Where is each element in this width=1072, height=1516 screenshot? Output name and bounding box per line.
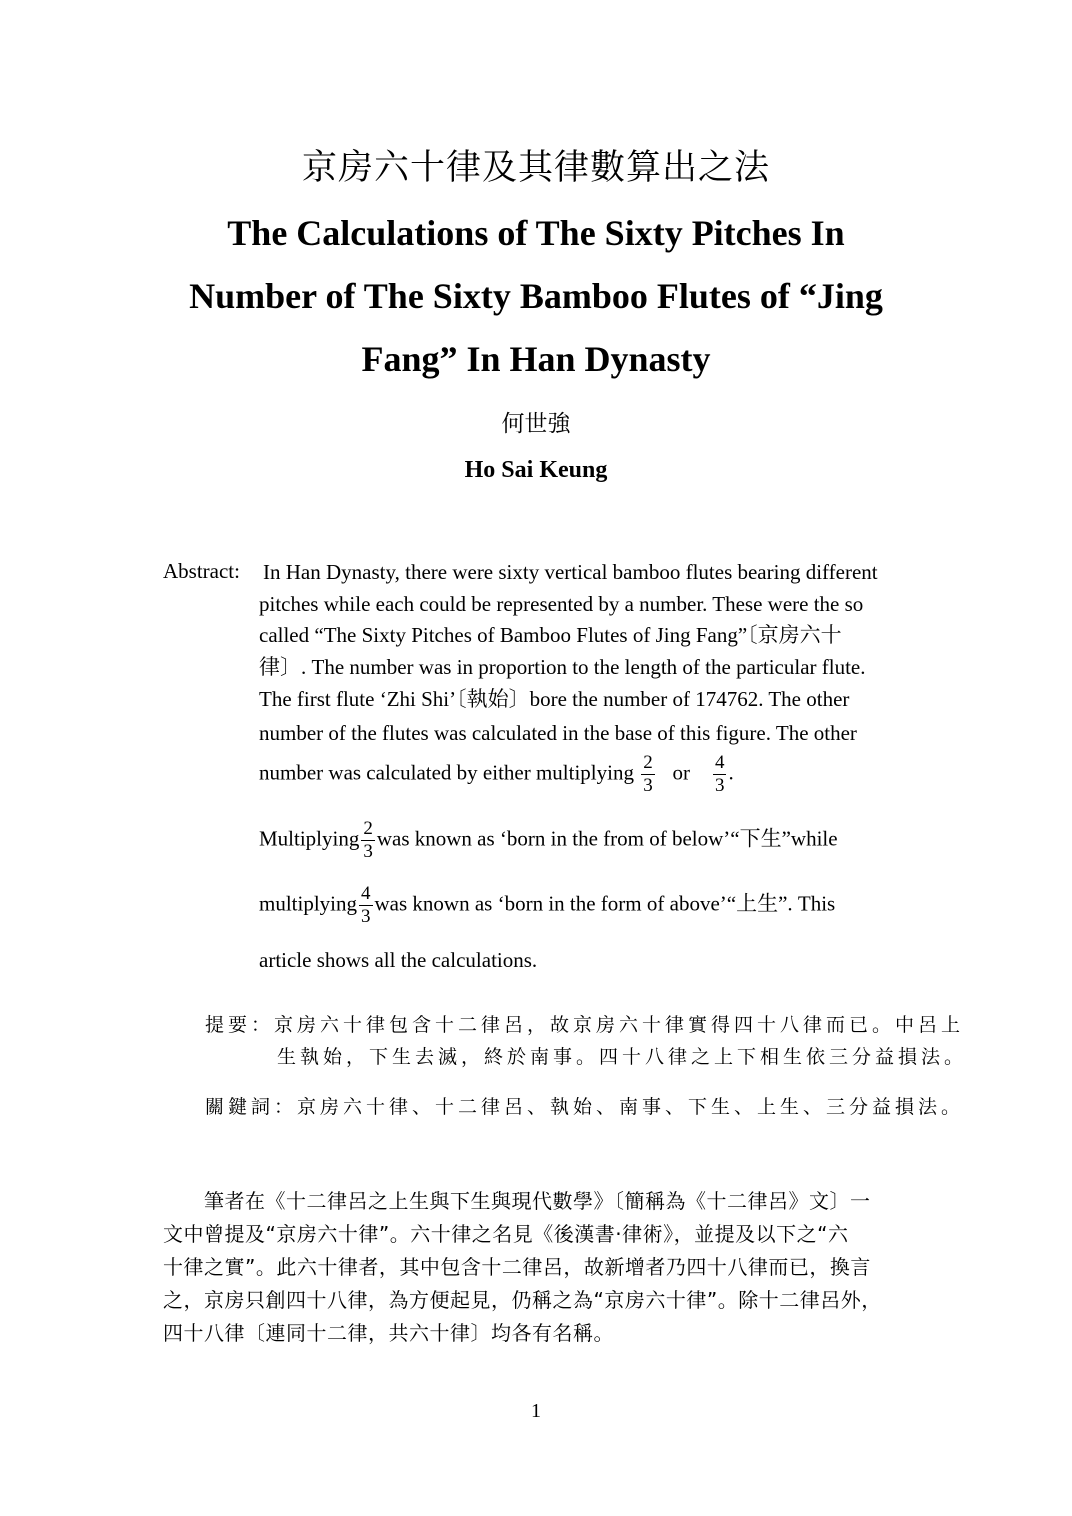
tiyao-line: 提要：京房六十律包含十二律呂，故京房六十律實得四十八律而已。中呂上 (205, 1014, 965, 1036)
period-text: . (728, 760, 734, 785)
title-english-line: Fang” In Han Dynasty (361, 339, 711, 379)
title-chinese: 京房六十律及其律數算出之法 (301, 148, 770, 188)
body-line: 四十八律〔連同十二律，共六十律〕均各有名稱。 (163, 1321, 614, 1345)
title-english (150, 202, 922, 391)
multiply-text: Multiplying (259, 826, 360, 851)
abstract-multiply-below-line (259, 818, 838, 863)
body-line: 之，京房只創四十八律，為方便起見，仍稱之為“京房六十律”。除十二律呂外， (163, 1288, 882, 1312)
abstract-multiply-above-line (259, 883, 835, 928)
fraction-two-thirds: $\frac{2}{3}$ (643, 752, 653, 796)
title-english-line: Number of The Sixty Bamboo Flutes of “Jing (189, 276, 883, 316)
body-line: 十律之實”。此六十律者，其中包含十二律呂，故新增者乃四十八律而已，換言 (163, 1255, 871, 1279)
author-chinese: 何世強 (501, 411, 571, 437)
multiply-desc: was known as ‘born in the form of above’“上生”. This (374, 891, 836, 916)
fraction-four-thirds: $\frac{4}{3}$ (714, 752, 725, 796)
abstract-label: Abstract: (163, 559, 240, 583)
abstract-line: article shows all the calculations. (259, 948, 538, 972)
body-line: 筆者在《十二律呂之上生與下生與現代數學》〔簡稱為《十二律呂》文〕一 (163, 1189, 871, 1213)
abstract-line: In Han Dynasty, there were sixty vertical bamboo flutes bearing different (263, 560, 878, 584)
fraction-four-thirds: $\frac{4}{3}$ (361, 883, 371, 927)
abstract-line: called “The Sixty Pitches of Bamboo Flutes of Jing Fang”〔京房六十 (259, 623, 842, 647)
tiyao-line: 生執始，下生去滅，終於南事。四十八律之上下相生依三分益損法。 (277, 1046, 968, 1068)
abstract-calc-line (259, 752, 734, 797)
multiply-desc: was known as ‘born in the from of below’“下生”while (376, 826, 838, 851)
author-english: Ho Sai Keung (464, 457, 608, 483)
keywords: 關鍵詞：京房六十律、十二律呂、執始、南事、下生、上生、三分益損法。 (205, 1096, 965, 1118)
abstract-line: number of the flutes was calculated in the base of this figure. The other (259, 721, 857, 745)
abstract-line: The first flute ‘Zhi Shi’〔執始〕bore the number of 174762. The other (259, 687, 850, 711)
fraction-two-thirds: $\frac{2}{3}$ (363, 818, 373, 862)
abstract-line: pitches while each could be represented by a number. These were the so (259, 592, 864, 616)
calc-text: number was calculated by either multiplying (259, 760, 634, 785)
body-line: 文中曾提及“京房六十律”。六十律之名見《後漢書‧律術》，並提及以下之“六 (163, 1222, 849, 1246)
abstract-line: 律〕. The number was in proportion to the length of the particular flute. (259, 655, 866, 679)
multiply-text: multiplying (259, 891, 358, 916)
title-english-line: The Calculations of The Sixty Pitches In (227, 213, 845, 253)
page-number: 1 (531, 1400, 541, 1422)
or-text: or (672, 760, 690, 785)
